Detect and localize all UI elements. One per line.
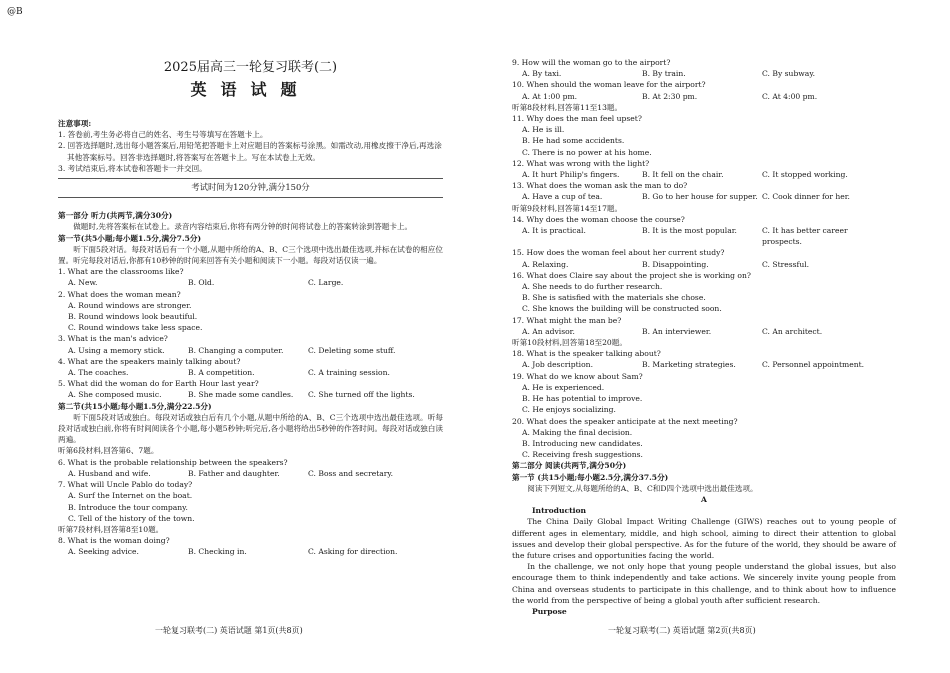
question-stem: 2. What does the woman mean?	[58, 289, 181, 299]
option-row	[512, 259, 896, 270]
part2-sec1-intro: 阅读下列短文,从每题所给的A、B、C和D四个选项中选出最佳选项。	[527, 483, 758, 493]
question-stem: 10. When should the woman leave for the airport?	[512, 80, 706, 90]
notice-head: 注意事项:	[58, 119, 92, 128]
question-stem: 14. Why does the woman choose the course?	[512, 214, 685, 224]
question-stem: 4. What are the speakers mainly talking about?	[58, 356, 241, 366]
purpose-head: Purpose	[532, 606, 567, 616]
option-row	[512, 326, 896, 337]
question-stem: 9. How will the woman go to the airport?	[512, 58, 671, 67]
answer-option: C. It stopped working.	[762, 170, 848, 180]
exam-title: 2025届高三一轮复习联考(二)	[163, 60, 338, 75]
answer-option: C. There is no power at his home.	[522, 147, 652, 157]
option-row	[512, 68, 896, 79]
passage-paragraph: In the challenge, we not only hope that young people understand the global issues, but also encourage them to think independently and take actions. We sincerely invite young people from China and overseas students to participate in this challenge, and to think about how to influence the world from the perspective of being a global youth after sufficient research.	[512, 562, 896, 605]
question-stem: 13. What does the woman ask the man to do?	[512, 181, 688, 191]
answer-option: C. Tell of the history of the town.	[68, 513, 195, 523]
part1-intro: 做题时,先将答案标在试卷上。录音内容结束后,你将有两分钟的时间将试卷上的答案转涂到答题卡上。	[73, 222, 413, 232]
answer-option: A. An advisor.	[522, 326, 575, 336]
question-stem: 17. What might the man be?	[512, 315, 622, 325]
answer-option: A. She composed music.	[68, 390, 162, 400]
right-page	[512, 57, 896, 617]
question-stem: 6. What is the probable relationship between the speakers?	[58, 457, 288, 467]
answer-option: C. Receiving fresh suggestions.	[522, 450, 643, 460]
answer-option: C. He enjoys socializing.	[522, 405, 616, 415]
answer-option: A. It is practical.	[522, 226, 586, 236]
question-list	[58, 266, 443, 400]
option-row	[58, 389, 443, 400]
material-instruction: 听第8段材料,回答第11至13题。	[512, 102, 623, 112]
answer-option: C. Cook dinner for her.	[762, 192, 850, 202]
material-instruction: 听第7段材料,回答第8至10题。	[58, 524, 164, 534]
answer-option: C. Boss and secretary.	[308, 468, 394, 478]
answer-option: A. He is ill.	[522, 125, 565, 135]
notice-block	[58, 118, 443, 174]
answer-option: A. Round windows are stronger.	[68, 300, 192, 310]
answer-option: B. Changing a computer.	[188, 345, 284, 355]
answer-option: B. She is satisfied with the materials she chose.	[522, 293, 706, 303]
divider	[58, 178, 443, 179]
answer-option: C. Asking for direction.	[308, 547, 398, 557]
option-row	[512, 359, 896, 370]
part1-head: 第一部分 听力(共两节,满分30分)	[58, 211, 173, 221]
question-stem: 8. What is the woman doing?	[58, 536, 170, 546]
answer-option: C. Deleting some stuff.	[308, 345, 396, 355]
question-stem: 20. What does the speaker anticipate at the next meeting?	[512, 416, 738, 426]
answer-option: C. Stressful.	[762, 259, 810, 269]
option-row	[58, 468, 443, 479]
answer-option: B. Introducing new candidates.	[522, 438, 643, 448]
option-row	[512, 91, 896, 102]
answer-option: B. He had some accidents.	[522, 136, 625, 146]
answer-option: A. Seeking advice.	[68, 547, 139, 557]
option-row	[512, 191, 896, 202]
footer-right: 一轮复习联考(二) 英语试题 第2页(共8页)	[608, 626, 756, 635]
option-row	[512, 225, 896, 247]
answer-option: C. It has better career prospects.	[762, 226, 848, 247]
part2-head: 第二部分 阅读(共两节,满分50分)	[512, 461, 627, 471]
intro-head: Introduction	[532, 506, 587, 516]
question-stem: 11. Why does the man feel upset?	[512, 114, 642, 124]
divider	[58, 197, 443, 198]
answer-option: A. Husband and wife.	[68, 468, 151, 478]
answer-option: C. Round windows take less space.	[68, 323, 203, 333]
answer-option: A. Making the final decision.	[522, 427, 633, 437]
answer-option: B. Round windows look beautiful.	[68, 312, 198, 322]
question-stem: 5. What did the woman do for Earth Hour last year?	[58, 379, 259, 389]
answer-option: A. Have a cup of tea.	[522, 192, 603, 202]
notice-item: 1. 答卷前,考生务必将自己的姓名、考生号等填写在答题卡上。	[58, 130, 268, 140]
answer-option: B. At 2:30 pm.	[642, 91, 698, 101]
option-row	[58, 546, 443, 557]
notice-item: 3. 考试结束后,将本试卷和答题卡一并交回。	[58, 163, 207, 173]
answer-option: C. An architect.	[762, 326, 823, 336]
material-instruction: 听第9段材料,回答第14至17题。	[512, 203, 623, 213]
answer-option: B. Marketing strategies.	[642, 360, 736, 370]
left-page	[58, 0, 443, 558]
exam-subtitle: 英语试题	[190, 80, 311, 99]
answer-option: A. Relaxing.	[522, 259, 569, 269]
answer-option: A. New.	[68, 278, 98, 288]
answer-option: B. By train.	[642, 69, 686, 79]
part1-sec1-head: 第一节(共5小题;每小题1.5分,满分7.5分)	[58, 233, 202, 243]
answer-option: A. He is experienced.	[522, 382, 605, 392]
answer-option: A. Surf the Internet on the boat.	[68, 491, 193, 501]
material-instruction: 听第10段材料,回答第18至20题。	[512, 338, 627, 348]
answer-option: B. Disappointing.	[642, 259, 709, 269]
passage-paragraph: The China Daily Global Impact Writing Challenge (GIWS) reaches out to young people of different ages in elementary, middle, and high school, aiming to direct their attention to global issues and develop their global perspective. As for the future of the world, they should be aware of the future crises and opportunities facing the world.	[512, 517, 896, 560]
question-stem: 19. What do we know about Sam?	[512, 371, 643, 381]
answer-option: C. Large.	[308, 278, 344, 288]
passage-letter: A	[701, 494, 707, 504]
answer-option: A. The coaches.	[68, 368, 129, 378]
answer-option: B. He has potential to improve.	[522, 394, 643, 404]
answer-option: C. At 4:00 pm.	[762, 91, 818, 101]
question-stem: 1. What are the classrooms like?	[58, 267, 184, 277]
option-row	[58, 345, 443, 356]
part1-sec1-intro: 听下面5段对话。每段对话后有一个小题,从题中所给的A、B、C三个选项中选出最佳选项,并标在试卷的相应位置。听完每段对话后,你都有10秒钟的时间来回答有关小题和阅读下一小题。每段对话仅读一遍。	[58, 244, 443, 266]
answer-option: B. A competition.	[188, 368, 255, 378]
question-stem: 16. What does Claire say about the project she is working on?	[512, 270, 751, 280]
answer-option: C. Personnel appointment.	[762, 360, 865, 370]
question-stem: 3. What is the man's advice?	[58, 334, 168, 344]
answer-option: A. By taxi.	[522, 69, 562, 79]
question-stem: 12. What was wrong with the light?	[512, 158, 650, 168]
exam-timing: 考试时间为120分钟,满分150分	[191, 182, 310, 193]
answer-option: B. It fell on the chair.	[642, 170, 724, 180]
answer-option: C. By subway.	[762, 69, 816, 79]
answer-option: B. An interviewer.	[642, 326, 712, 336]
answer-option: B. It is the most popular.	[642, 226, 737, 236]
answer-option: A. At 1:00 pm.	[522, 91, 578, 101]
answer-option: A. It hurt Philip's fingers.	[522, 170, 620, 180]
question-list	[512, 57, 896, 460]
answer-option: C. She turned off the lights.	[308, 390, 415, 400]
option-row	[58, 277, 443, 288]
answer-option: B. She made some candles.	[188, 390, 294, 400]
part2-sec1-head: 第一节 (共15小题;每小题2.5分,满分37.5分)	[512, 472, 669, 482]
question-stem: 15. How does the woman feel about her current study?	[512, 248, 725, 258]
question-stem: 7. What will Uncle Pablo do today?	[58, 480, 193, 490]
option-row	[58, 367, 443, 378]
question-list	[58, 445, 443, 557]
material-instruction: 听第6段材料,回答第6、7题。	[58, 446, 159, 456]
answer-option: A. Job description.	[522, 360, 593, 370]
answer-option: C. She knows the building will be constructed soon.	[522, 304, 722, 314]
corner-mark: @B	[7, 7, 23, 17]
notice-item: 2. 回答选择题时,选出每小题答案后,用铅笔把答题卡上对应题目的答案标号涂黑。如需改动,用橡皮擦干净后,再选涂其他答案标号。回答非选择题时,将答案写在答题卡上。写在本试卷上无效。	[58, 141, 442, 162]
part1-sec2-head: 第二节(共15小题;每小题1.5分,满分22.5分)	[58, 401, 212, 411]
answer-option: B. Go to her house for supper.	[642, 192, 758, 202]
part1-sec2-intro: 听下面5段对话或独白。每段对话或独白后有几个小题,从题中所给的A、B、C三个选项中选出最佳选项。听每段对话或独白前,你将有时间阅读各个小题,每小题5秒钟;听完后,各小题将给出5秒钟的作答时间。每段对话或独白读两遍。	[58, 412, 443, 445]
footer-left: 一轮复习联考(二) 英语试题 第1页(共8页)	[155, 626, 303, 635]
answer-option: B. Father and daughter.	[188, 468, 280, 478]
answer-option: B. Checking in.	[188, 547, 247, 557]
answer-option: B. Old.	[188, 278, 215, 288]
answer-option: C. A training session.	[308, 368, 390, 378]
question-stem: 18. What is the speaker talking about?	[512, 349, 661, 359]
answer-option: A. Using a memory stick.	[68, 345, 165, 355]
answer-option: A. She needs to do further research.	[522, 282, 663, 292]
option-row	[512, 169, 896, 180]
answer-option: B. Introduce the tour company.	[68, 502, 188, 512]
